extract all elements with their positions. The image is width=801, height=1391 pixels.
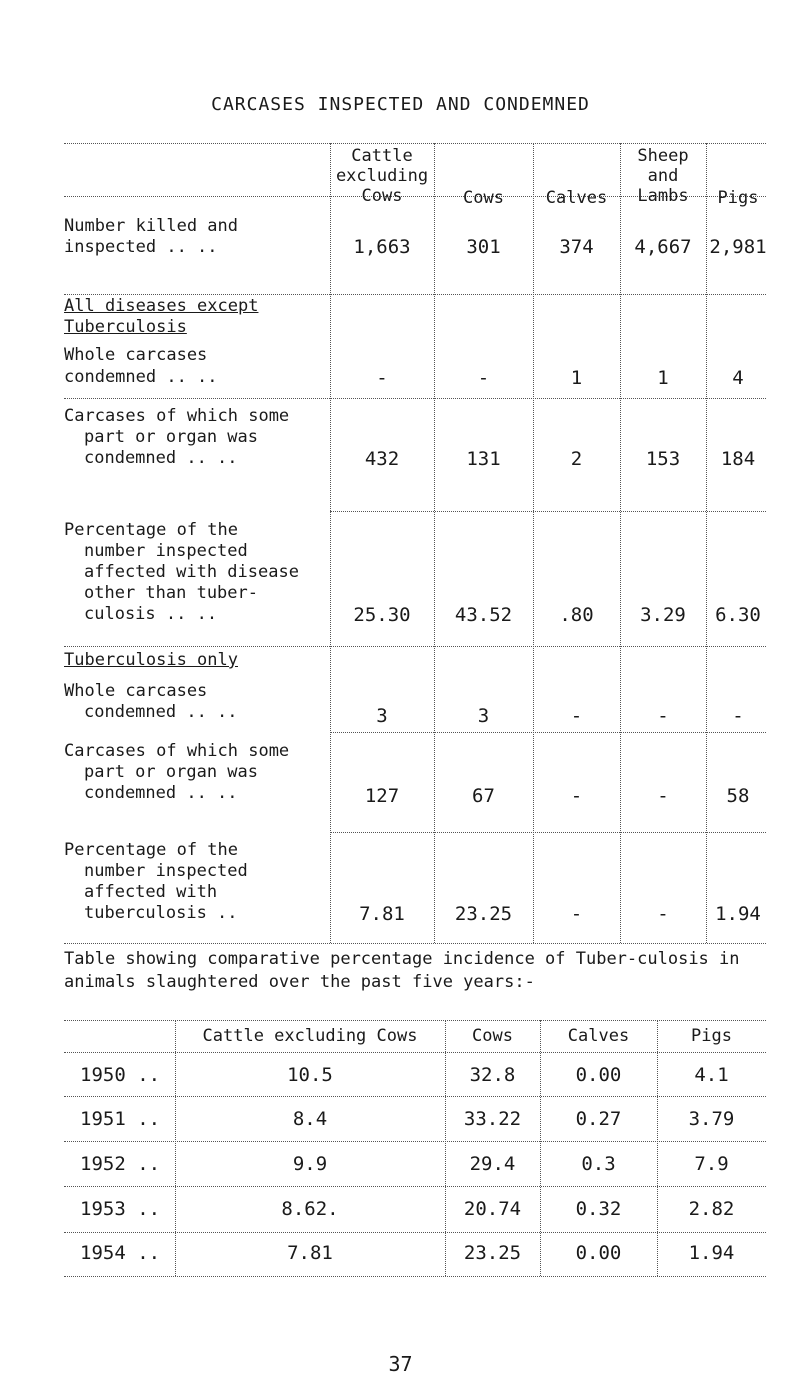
cell-value: 7.9 [694,1153,729,1175]
cell-value: 3 [376,705,388,727]
row-label: inspected .. .. [64,237,218,257]
cell-value: - [657,705,669,727]
cell-value: 67 [472,785,495,807]
cell-value: 7.81 [287,1242,333,1264]
cell-value: 58 [726,785,750,807]
column-divider [620,143,621,943]
cell-value: 8.4 [292,1108,328,1130]
cell-value: 29.4 [469,1153,516,1175]
row-label: condemned .. .. [64,367,218,387]
header-calves: Calves [545,188,608,208]
header-calves: Calves [567,1026,630,1046]
cell-value: 153 [645,448,681,470]
rule [64,646,766,647]
row-label: Whole carcases [64,681,208,701]
cell-value: 23.25 [463,1242,522,1264]
header-cattle-line3: Cows [361,186,403,206]
row-label: condemned .. .. [84,448,238,468]
year-label: 1952 .. [80,1153,161,1175]
cell-value: 0.32 [575,1198,622,1220]
header-cattle-line2: excluding [335,166,429,186]
cell-value: 1.94 [688,1242,735,1264]
cell-value: 3 [477,705,490,727]
cell-value: 4 [732,367,744,389]
row-label: Number killed and [64,216,238,236]
header-cattle-line1: Cattle [351,146,413,166]
rule [64,143,766,144]
cell-value: - [570,903,583,925]
cell-value: 0.27 [575,1108,622,1130]
rule [64,1096,766,1097]
rule [64,1186,766,1187]
page-number: 37 [388,1352,413,1376]
page-title: CARCASES INSPECTED AND CONDEMNED [211,94,590,115]
row-label: culosis .. .. [84,604,218,624]
header-sheep-line1: Sheep [637,146,689,166]
rule [330,732,766,733]
cell-value: 32.8 [469,1064,516,1086]
cell-value: 25.30 [353,604,411,626]
year-label: 1953 .. [80,1198,161,1220]
row-label: Percentage of the [64,840,238,860]
section-heading: Tuberculosis [64,317,187,337]
row-label: affected with [84,882,218,902]
section-heading: Tuberculosis only [64,650,238,670]
rule [330,511,766,512]
cell-value: - [732,705,744,727]
cell-value: 8.62. [281,1198,339,1220]
cell-value: .80 [559,604,594,626]
cell-value: 131 [466,448,501,470]
header-cattle-excluding-cows: Cattle excluding Cows [202,1026,418,1046]
cell-value: 432 [364,448,400,470]
rule [64,1141,766,1142]
cell-value: 9.9 [292,1153,328,1175]
rule [64,294,766,295]
column-divider [706,143,707,943]
row-label: tuberculosis .. [84,903,238,923]
rule [64,398,766,399]
cell-value: - [657,785,669,807]
cell-value: 20.74 [463,1198,522,1220]
cell-value: 0.3 [581,1153,616,1175]
column-divider [445,1020,446,1276]
rule [64,1020,766,1021]
cell-value: 184 [720,448,756,470]
cell-value: 4.1 [694,1064,729,1086]
cell-value: 3.29 [640,604,686,626]
row-label: Carcases of which some [64,406,290,426]
row-label: affected with disease [84,562,299,582]
cell-value: 10.5 [287,1064,333,1086]
column-divider [434,143,435,943]
column-divider [657,1020,658,1276]
cell-value: 1.94 [715,903,761,925]
rule [64,1276,766,1277]
header-cows: Cows [472,1026,513,1046]
cell-value: 33.22 [463,1108,522,1130]
row-label: number inspected [84,541,248,561]
cell-value: - [570,705,583,727]
cell-value: 0.00 [575,1242,622,1264]
cell-value: 7.81 [359,903,405,925]
row-label: part or organ was [84,762,258,782]
column-divider [330,143,331,943]
header-pigs: Pigs [691,1026,732,1046]
row-label: Percentage of the [64,520,238,540]
cell-value: - [657,903,669,925]
column-divider [533,143,534,943]
header-sheep-line2: and [647,166,679,186]
header-pigs: Pigs [717,188,759,208]
cell-value: 0.00 [575,1064,622,1086]
cell-value: 1,663 [353,236,411,258]
row-label: number inspected [84,861,248,881]
rule [64,1232,766,1233]
year-label: 1954 .. [80,1242,161,1264]
cell-value: 2 [570,448,583,470]
cell-value: 2.82 [688,1198,735,1220]
column-divider [175,1020,176,1276]
rule [64,943,766,944]
cell-value: 2,981 [709,236,767,258]
cell-value: 4,667 [634,236,692,258]
row-label: Carcases of which some [64,741,290,761]
cell-value: 301 [466,236,501,258]
cell-value: 23.25 [454,903,513,925]
row-label: other than tuber- [84,583,258,603]
row-label: condemned .. .. [84,702,238,722]
year-label: 1951 .. [80,1108,161,1130]
row-label: Whole carcases [64,345,208,365]
cell-value: 3.79 [688,1108,735,1130]
cell-value: 43.52 [454,604,513,626]
cell-value: 1 [657,367,669,389]
rule [330,832,766,833]
cell-value: - [477,367,490,389]
rule [64,1052,766,1053]
row-label: condemned .. .. [84,783,238,803]
header-cows: Cows [463,188,504,208]
cell-value: 127 [364,785,400,807]
cell-value: 1 [570,367,583,389]
cell-value: 374 [559,236,594,258]
column-divider [540,1020,541,1276]
table-caption: Table showing comparative percentage incidence of Tuber-culosis in animals slaughtered over the past five years:- [64,949,740,992]
header-sheep-line3: Lambs [637,186,689,206]
section-heading: All diseases except [64,296,259,316]
cell-value: - [570,785,583,807]
cell-value: 6.30 [715,604,761,626]
cell-value: - [376,367,388,389]
row-label: part or organ was [84,427,258,447]
year-label: 1950 .. [80,1064,161,1086]
